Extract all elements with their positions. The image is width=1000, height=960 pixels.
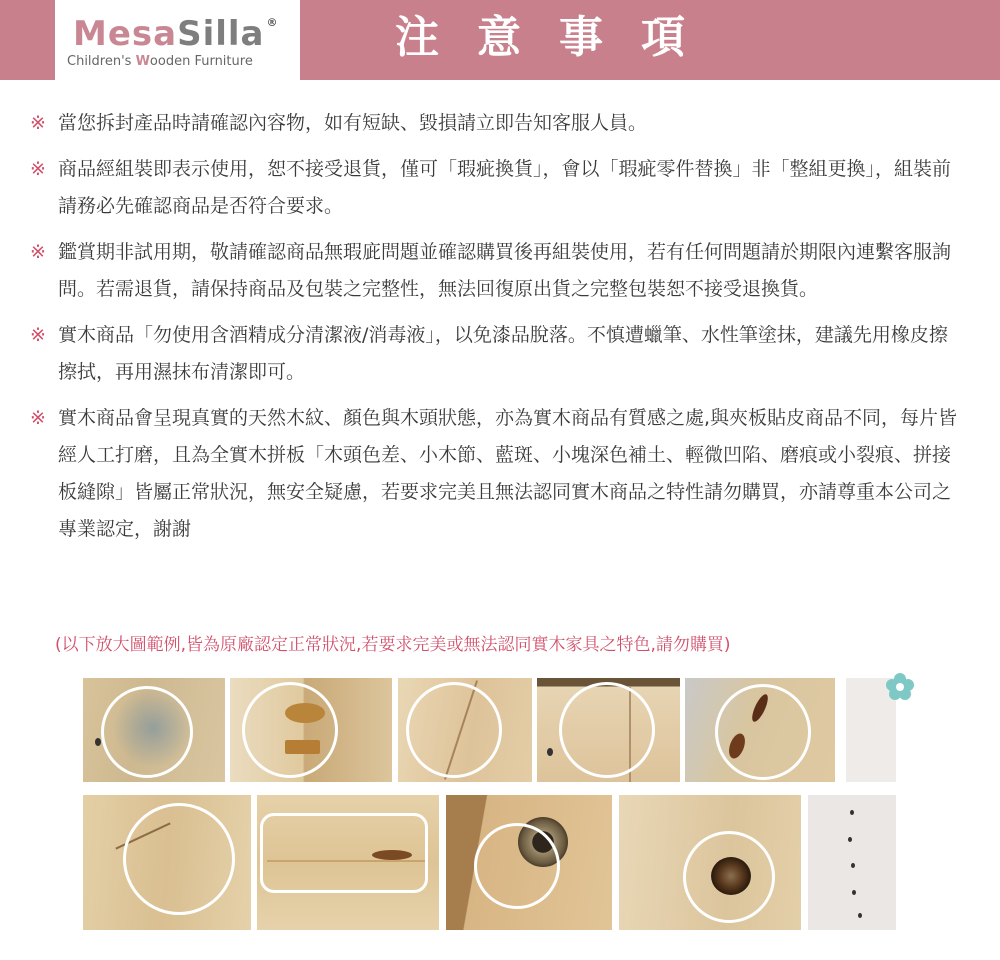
brand-tagline: Children's Wooden Furniture	[67, 54, 253, 69]
wood-photo-dark-knot	[685, 678, 835, 782]
reference-mark-icon: ※	[30, 112, 46, 134]
wood-photo-insert-nut	[446, 795, 612, 930]
notice-item: ※ 鑑賞期非試用期，敬請確認商品無瑕庛問題並確認購買後再組裝使用，若有任何問題請於期限內連繫客服詢問。若需退貨，請保持商品及包裝之完整性，無法回復原出貨之完整包裝恕不接受退換貨。	[30, 234, 960, 308]
wood-photo-joint-line	[398, 678, 532, 782]
wood-photo-blue-stain	[83, 678, 225, 782]
page-title: 注意事項	[395, 12, 723, 63]
notice-item: ※ 實木商品會呈現真實的天然木紋、顏色與木頭狀態，亦為實木商品有質感之處,與夾板貼皮商品不同，每片皆經人工打磨，且為全實木拼板「木頭色差、小木節、藍斑、小塊深色補土、輕微凹陷、磨痕或小裂痕、拼接板縫隙」皆屬正常狀況，無安全疑慮，若要求完美且無法認同實木商品之特性請勿購買，亦請尊重本公司之專業認定，謝謝	[30, 400, 960, 548]
wood-photo-small-knot	[619, 795, 801, 930]
wood-photo-seam	[537, 678, 680, 782]
disclaimer-text: (以下放大圖範例,皆為原廠認定正常狀況,若要求完美或無法認同實木家具之特色,請勿購買)	[55, 635, 731, 655]
notice-item: ※ 實木商品「勿使用含酒精成分清潔液/消毒液」，以免漆品脫落。不慎遭蠟筆、水性筆塗抹，建議先用橡皮擦擦拭，再用濕抹布清潔即可。	[30, 317, 960, 391]
wood-photo-dents	[808, 795, 896, 930]
header-banner	[0, 0, 1000, 80]
reference-mark-icon: ※	[30, 158, 46, 180]
wood-photo-crack	[83, 795, 251, 930]
reference-mark-icon: ※	[30, 324, 46, 346]
reference-mark-icon: ※	[30, 241, 46, 263]
wood-photo-grain-mark	[257, 795, 439, 930]
notice-item: ※ 當您拆封產品時請確認內容物，如有短缺、毀損請立即告知客服人員。	[30, 105, 960, 142]
brand-name: MesaSilla ®	[73, 14, 279, 54]
notice-list	[30, 105, 960, 557]
wood-photo-filler	[230, 678, 392, 782]
brand-logo	[55, 0, 300, 80]
reference-mark-icon: ※	[30, 407, 46, 429]
notice-item: ※ 商品經組裝即表示使用，恕不接受退貨，僅可「瑕疵換貨」，會以「瑕疵零件替換」非「整組更換」，組裝前請務必先確認商品是否符合要求。	[30, 151, 960, 225]
flower-icon	[885, 672, 915, 702]
